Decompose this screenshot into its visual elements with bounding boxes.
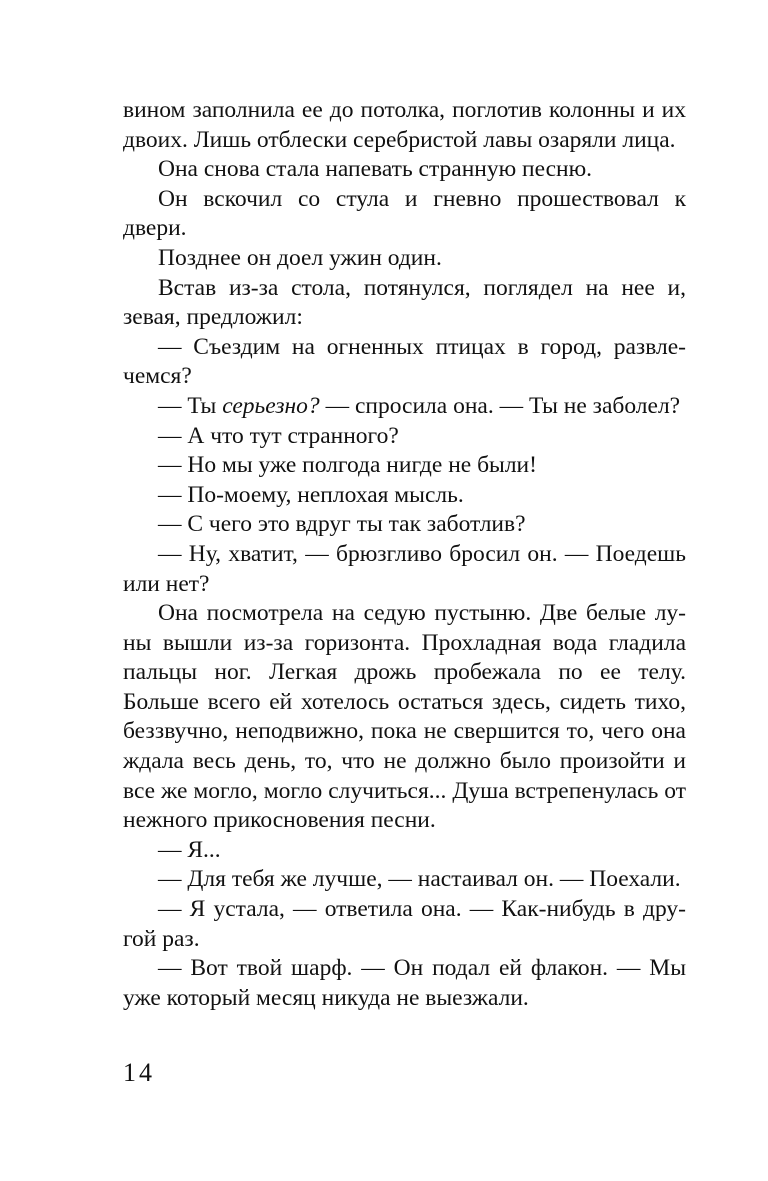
paragraph: — А что тут странного? xyxy=(158,422,399,449)
paragraph xyxy=(123,392,686,422)
paragraph: Позднее он доел ужин один. xyxy=(158,244,442,271)
paragraph: — Съездим на огненных птицах в город, развлечемся? xyxy=(123,333,686,390)
paragraph: Встав из-за стола, потянулся, поглядел на нее и, зевая, предложил: xyxy=(123,274,686,331)
paragraph: — Но мы уже полгода нигде не были! xyxy=(158,452,537,479)
paragraph-text-after: — спросила она. — Ты не заболел? xyxy=(319,392,681,419)
paragraph: — Для тебя же лучше, — настаивал он. — Поехали. xyxy=(158,866,681,893)
paragraph: Он вскочил со стула и гневно прошествовал к двери. xyxy=(123,185,686,242)
paragraph: — Я устала, — ответила она. — Как-нибудь в другой раз. xyxy=(123,896,686,952)
page-text xyxy=(123,96,686,1013)
paragraph: вином заполнила ее до потолка, поглотив колонны и их двоих. Лишь отблески серебристой лавы озаряли лица. xyxy=(123,97,686,153)
paragraph: — Ну, хватит, — брюзгливо бросил он. — Поедешь или нет? xyxy=(123,540,686,597)
paragraph: Она снова стала напевать странную песню. xyxy=(158,156,593,183)
page-number: 14 xyxy=(123,1058,155,1087)
paragraph: — По-моему, неплохая мысль. xyxy=(158,481,464,508)
italic-emphasis: серьезно? xyxy=(222,392,320,419)
paragraph: — С чего это вдруг ты так заботлив? xyxy=(158,511,526,538)
paragraph: — Я... xyxy=(158,836,221,863)
paragraph: Она посмотрела на седую пустыню. Две белые луны вышли из-за горизонта. Прохладная вода гладила пальцы ног. Легкая дрожь пробежала по ее телу. Больше всего ей хотелось остаться здесь, сидеть тихо, беззвучно, неподвижно, пока не свершится то, чего она ждала весь день, то, что не должно было произойти и все же могло, могло случиться... Душа встрепенулась от нежного прикосновения песни. xyxy=(123,600,686,834)
paragraph: — Вот твой шарф. — Он подал ей флакон. — Мы уже который месяц никуда не выезжали. xyxy=(123,955,686,1011)
paragraph-text-before: — Ты xyxy=(158,392,223,419)
